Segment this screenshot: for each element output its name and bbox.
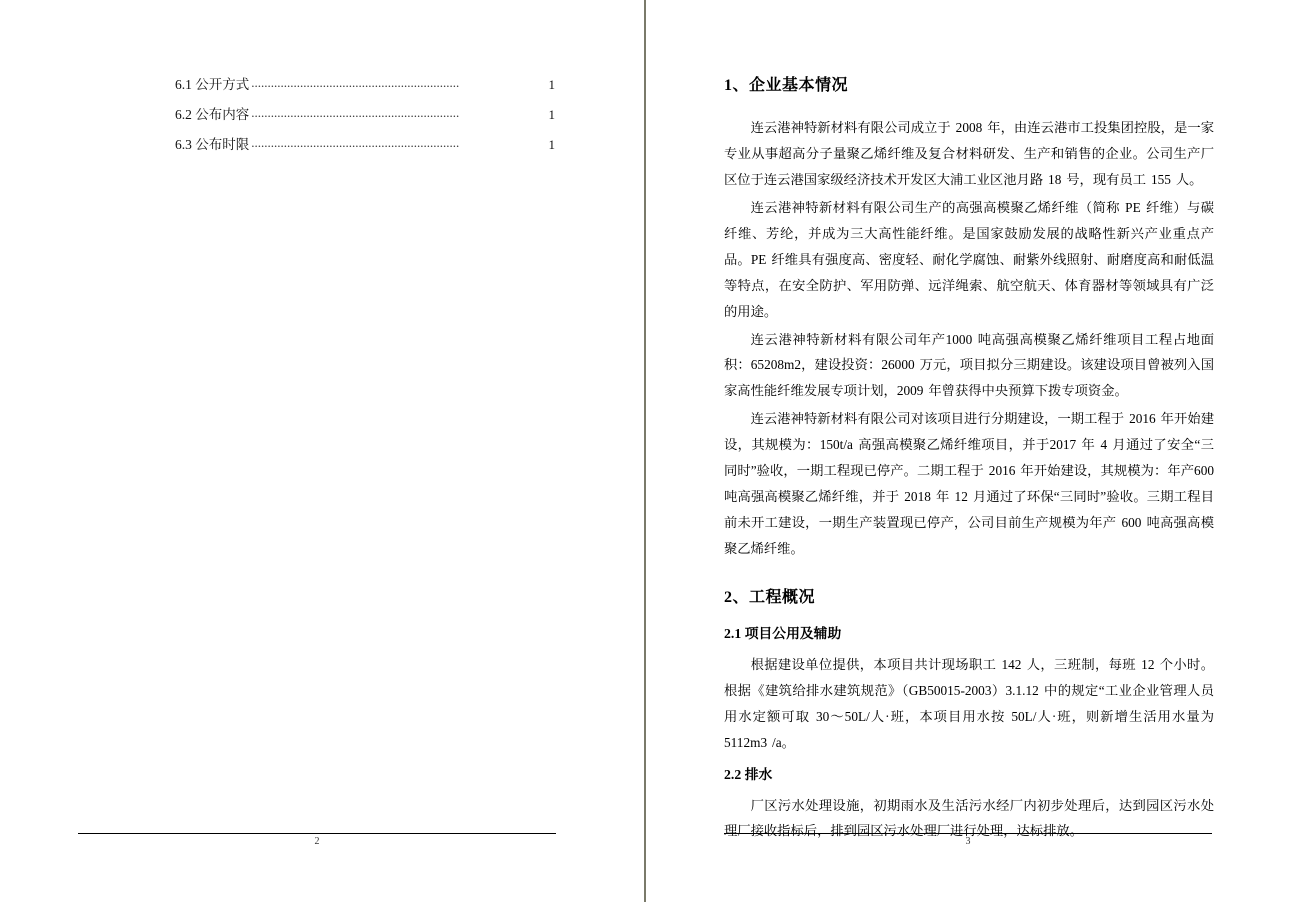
paragraph: 连云港神特新材料有限公司生产的高强高模聚乙烯纤维（简称 PE 纤维）与碳纤维、芳纶，并成为三大高性能纤维。是国家鼓励发展的战略性新兴产业重点产品。PE 纤维具有强度高、密度轻、耐化学腐蚀、耐紫外线照射、耐磨度高和耐低温等特点，在安全防护、军用防弹、远洋绳索、航空航天、体育器材等领域具有广泛的用途。 bbox=[724, 199, 1214, 319]
toc-entry-page: 1 bbox=[548, 77, 555, 92]
toc-entry-label: 6.3 公布时限 bbox=[175, 137, 250, 152]
toc-entry[interactable] bbox=[175, 70, 555, 100]
toc-entry-page: 1 bbox=[548, 137, 555, 152]
toc-entry-page: 1 bbox=[548, 107, 555, 122]
paragraph: 根据建设单位提供，本项目共计现场职工 142 人，三班制，每班 12 个小时。根据《建筑给排水建筑规范》（GB50015-2003）3.1.12 中的规定“工业企业管理人员用水定额可取 30～50L/人·班，本项目用水按 50L/人·班，则新增生活用水量为 5112m3 /a。 bbox=[724, 656, 1214, 750]
heading-drainage: 2.2 排水 bbox=[724, 766, 773, 782]
page-footer-right bbox=[724, 833, 1212, 847]
paragraph: 连云港神特新材料有限公司成立于 2008 年，由连云港市工投集团控股，是一家专业从事超高分子量聚乙烯纤维及复合材料研发、生产和销售的企业。公司生产厂区位于连云港国家级经济技术开发区大浦工业区池月路 18 号，现有员工 155 人。 bbox=[724, 120, 1214, 188]
page-number: 2 bbox=[314, 836, 320, 847]
heading-company-basics: 1、企业基本情况 bbox=[724, 77, 849, 94]
heading-project-overview: 2、工程概况 bbox=[724, 588, 816, 606]
toc-dot-leader: ................................................................ bbox=[251, 75, 460, 90]
page-right bbox=[645, 0, 1290, 902]
toc-dot-leader: ................................................................ bbox=[251, 105, 460, 120]
document-text-body bbox=[724, 70, 1214, 846]
page-number: 3 bbox=[965, 836, 971, 847]
toc-entry-label: 6.2 公布内容 bbox=[175, 107, 250, 122]
toc-entry-label: 6.1 公开方式 bbox=[175, 77, 250, 92]
paragraph: 连云港神特新材料有限公司年产1000 吨高强高模聚乙烯纤维项目工程占地面积：65208m2，建设投资：26000 万元，项目拟分三期建设。该建设项目曾被列入国家高性能纤维发展专项计划，2009 年曾获得中央预算下拨专项资金。 bbox=[724, 331, 1214, 399]
page-right-content bbox=[646, 0, 1290, 902]
table-of-contents bbox=[175, 70, 555, 160]
toc-entry[interactable] bbox=[175, 130, 555, 160]
heading-public-auxiliary: 2.1 项目公用及辅助 bbox=[724, 626, 842, 642]
paragraph: 厂区污水处理设施，初期雨水及生活污水经厂内初步处理后，达到园区污水处理厂接收指标后，排到园区污水处理厂进行处理，达标排放。 bbox=[724, 797, 1214, 839]
paragraph: 连云港神特新材料有限公司对该项目进行分期建设，一期工程于 2016 年开始建设，其规模为：150t/a 高强高模聚乙烯纤维项目，并于2017 年 4 月通过了安全“三同时”验收，一期工程现已停产。二期工程于 2016 年开始建设，其规模为：年产600 吨高强高模聚乙烯纤维，并于 2018 年 12 月通过了环保“三同时”验收。三期工程目前未开工建设，一期生产装置现已停产，公司目前生产规模为年产 600 吨高强高模聚乙烯纤维。 bbox=[724, 411, 1214, 556]
toc-entry[interactable] bbox=[175, 100, 555, 130]
page-left-content bbox=[0, 0, 644, 902]
page-footer-left bbox=[78, 833, 556, 847]
toc-dot-leader: ................................................................ bbox=[251, 135, 460, 150]
